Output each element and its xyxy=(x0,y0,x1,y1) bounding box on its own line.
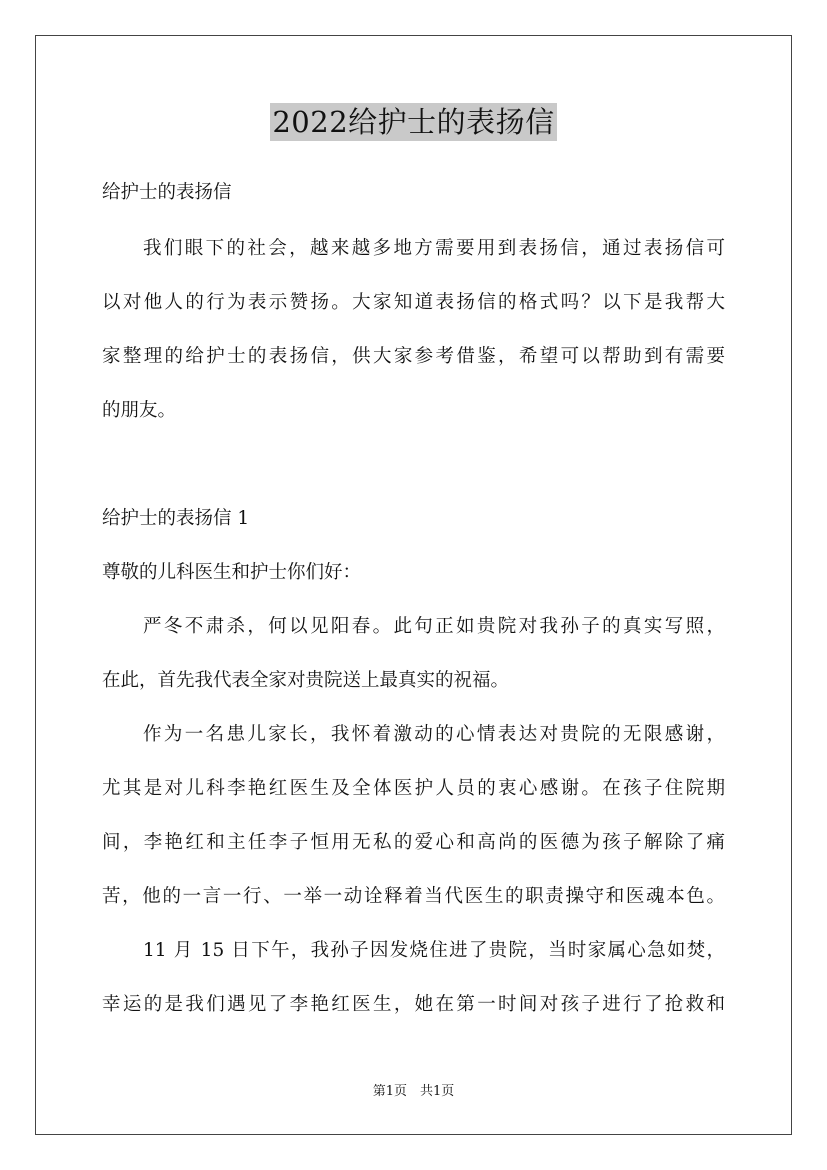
paragraph-line: 尤其是对儿科李艳红医生及全体医护人员的衷心感谢。在孩子住院期 xyxy=(102,778,725,799)
paragraph-line: 严冬不肃杀，何以见阳春。此句正如贵院对我孙子的真实写照， xyxy=(143,616,725,637)
paragraph-line: 在此，首先我代表全家对贵院送上最真实的祝福。 xyxy=(102,670,510,691)
page-footer: 第1页 共1页 xyxy=(372,1084,455,1099)
paragraph-line: 幸运的是我们遇见了李艳红医生，她在第一时间对孩子进行了抢救和 xyxy=(102,994,725,1015)
paragraph-line: 11 月 15 日下午，我孙子因发烧住进了贵院，当时家属心急如焚， xyxy=(143,940,725,961)
paragraph-line: 间，李艳红和主任李子恒用无私的爱心和高尚的医德为孩子解除了痛 xyxy=(102,832,725,853)
paragraph-line: 我们眼下的社会，越来越多地方需要用到表扬信，通过表扬信可 xyxy=(143,238,725,259)
letter-heading: 给护士的表扬信 1 xyxy=(102,508,250,529)
title-container xyxy=(0,103,827,141)
section-heading: 给护士的表扬信 xyxy=(102,182,232,203)
letter-salutation: 尊敬的儿科医生和护士你们好： xyxy=(102,562,362,583)
paragraph-line: 作为一名患儿家长，我怀着激动的心情表达对贵院的无限感谢， xyxy=(143,724,725,745)
paragraph-line: 的朋友。 xyxy=(102,400,177,421)
document-title: 2022给护士的表扬信 xyxy=(272,105,555,139)
paragraph-line: 家整理的给护士的表扬信，供大家参考借鉴，希望可以帮助到有需要 xyxy=(102,346,725,367)
paragraph-line: 以对他人的行为表示赞扬。大家知道表扬信的格式吗？以下是我帮大 xyxy=(102,292,725,313)
paragraph-line: 苦，他的一言一行、一举一动诠释着当代医生的职责操守和医魂本色。 xyxy=(102,886,725,907)
